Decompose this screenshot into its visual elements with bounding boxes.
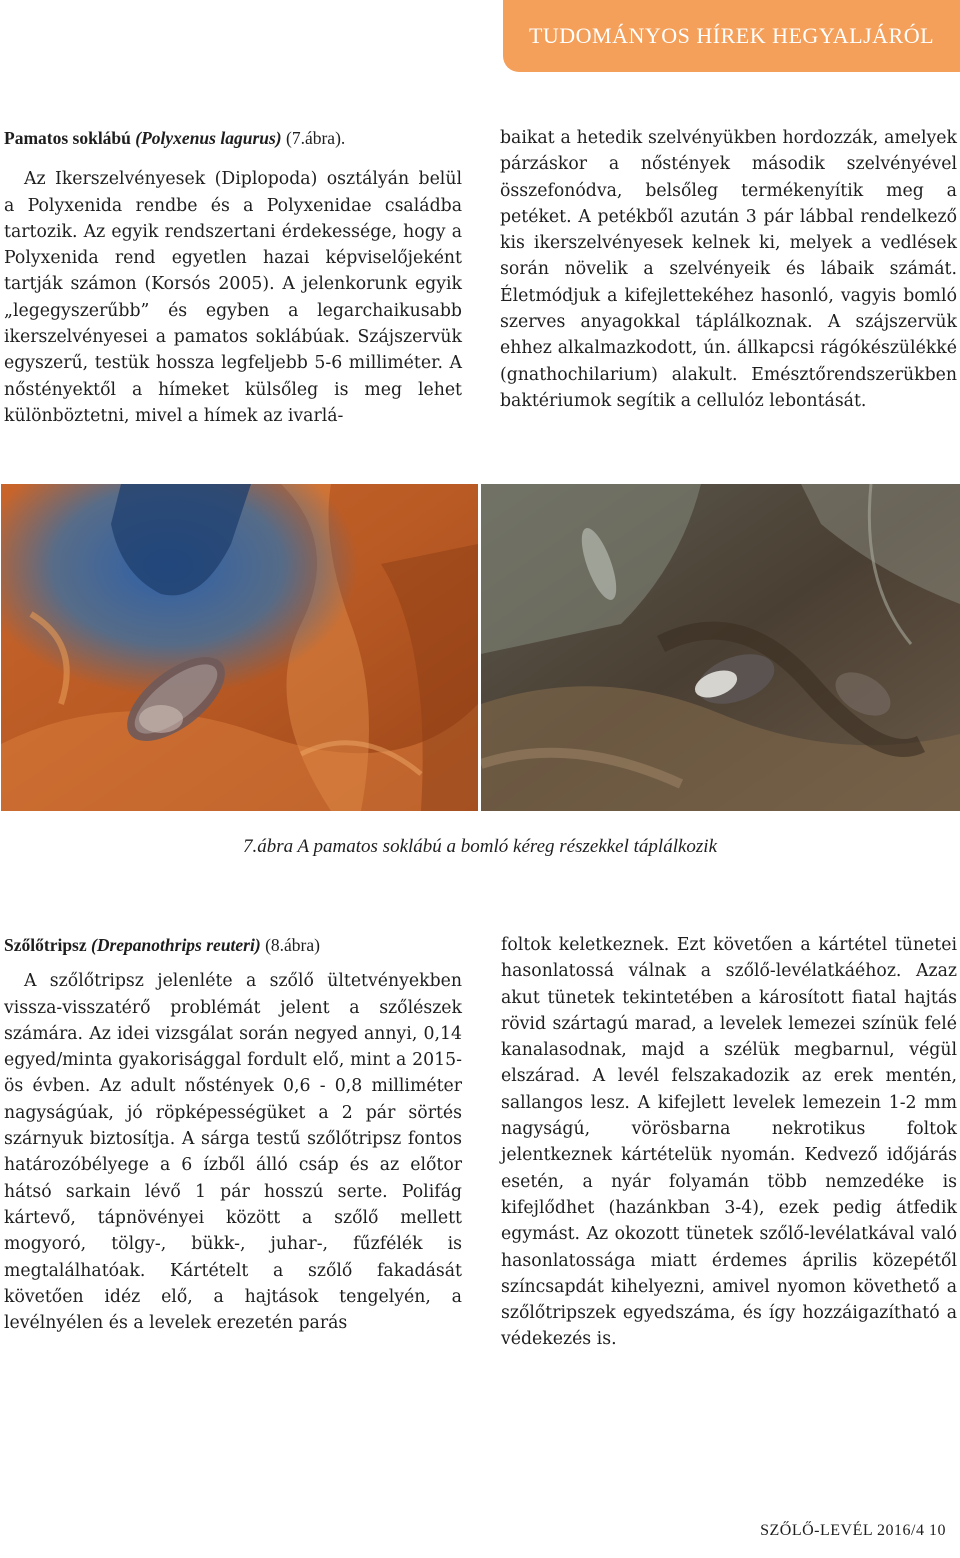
- section1-left-column: [4, 125, 462, 429]
- section1-heading: Pamatos soklábú (Polyxenus lagurus) (7.ábra).: [4, 128, 346, 148]
- section2-heading: Szőlőtripsz (Drepanothrips reuteri) (8.ábra): [4, 935, 320, 955]
- millipede-bark-photo-1: [1, 484, 478, 811]
- section2-left-column: [4, 932, 462, 1336]
- header-banner: [503, 0, 960, 72]
- page-footer: SZŐLŐ-LEVÉL 2016/4 10: [760, 1522, 946, 1539]
- section1-right-text: baikat a hetedik szelvényükben hordozzák, amelyek párzáskor a nőstények második szelvényével összefonódva, belsőleg termékenyítik meg a petéket. A petékből azután 3 pár lábbal rendelkező kis ikerszelvényesek kelnek ki, melyek a vedlések során növelik a szelvényeik és lábaik számát. Életmódjuk a kifejlettekéhez hasonló, vagyis bomló szerves anyagokkal táplálkoznak. A szájszervük ehhez alkalmazkodott, ún. állkapcsi rágókészülékké (gnathochilarium) alakult. Emésztőrendszerükben baktériumok segítik a cellulóz lebontását.: [500, 128, 957, 411]
- section1-right-column: [500, 125, 957, 414]
- figure-caption: 7.ábra A pamatos soklábú a bomló kéreg részekkel táplálkozik: [242, 836, 718, 857]
- figure-photo-right: [481, 484, 960, 811]
- section2-right-text: foltok keletkeznek. Ezt követően a kártétel tünetei hasonlatossá válnak a szőlő-levélatkáéhoz. Azaz akut tünetek tekintetében a károsított fiatal hajtás rövid szártagú marad, a levelek lemezei színük felé kanalasodnak, majd a szélük megbarnul, végül elszárad. A levél felszakadozik az erek mentén, sallangos lesz. A kifejlett levelek lemezein 1-2 mm nagyságú, vörösbarna nekrotikus foltok jelentkeznek kártételük nyomán. Kedvező időjárás esetén, a nyár folyamán több nemzedéke is kifejlődhet (hazánkban 3-4), ezek pedig átfedik egymást. Az okozott tünetek szőlő-levélatkával való hasonlatossága miatt érdemes április közepétől színcsapdát kihelyezni, amivel nyomon követhető a szőlőtripszek egyedszáma, és így hozzáigazítható a védekezés is.: [501, 935, 957, 1350]
- figure-photo-left: [1, 484, 478, 811]
- section2-right-column: [501, 932, 957, 1353]
- section2-left-text: A szőlőtripsz jelenléte a szőlő ültetvényekben vissza-visszatérő problémát jelent a szőlészek számára. Az idei vizsgálat során negyed annyi, 0,14 egyed/minta gyakorisággal fordult elő, mint a 2015-ös évben. Az adult nőstények 0,6 - 0,8 milliméter nagyságúak, jó röpképességüket a 2 pár sörtés szárnyuk biztosítja. A sárga testű szőlőtripsz fontos határozóbélyege a 6 ízből álló csáp és az előtor hátsó sarkain lévő 1 pár hosszú serte. Polifág kártevő, tápnövényei között a szőlő mellett mogyoró, tölgy-, bükk-, juhar-, fűzfélék is megtalálhatóak. Kártételt a szőlő fakadását követően idéz elő, a hajtások tengelyén, a levélnyélen és a levelek erezetén parás: [4, 971, 462, 1334]
- section1-left-text: Az Ikerszelvényesek (Diplopoda) osztályán belül a Polyxenida rendbe és a Polyxenidae családba tartozik. Az egyik rendszertani érdekessége, hogy a Polyxenida rend egyetlen hazai képviselőjeként tartják számon (Korsós 2005). A jelenkorunk egyik „legegyszerűbb” és egyben a legarchaikusabb ikerszelvényesei a pamatos soklábúak. Szájszervük egyszerű, testük hossza legfeljebb 5-6 milliméter. A nőstényektől a hímeket külsőleg is meg lehet különböztetni, mivel a hímek az ivarlá-: [4, 169, 462, 426]
- header-title: TUDOMÁNYOS HÍREK HEGYALJÁRÓL: [528, 23, 935, 48]
- millipede-bark-photo-2: [481, 484, 960, 811]
